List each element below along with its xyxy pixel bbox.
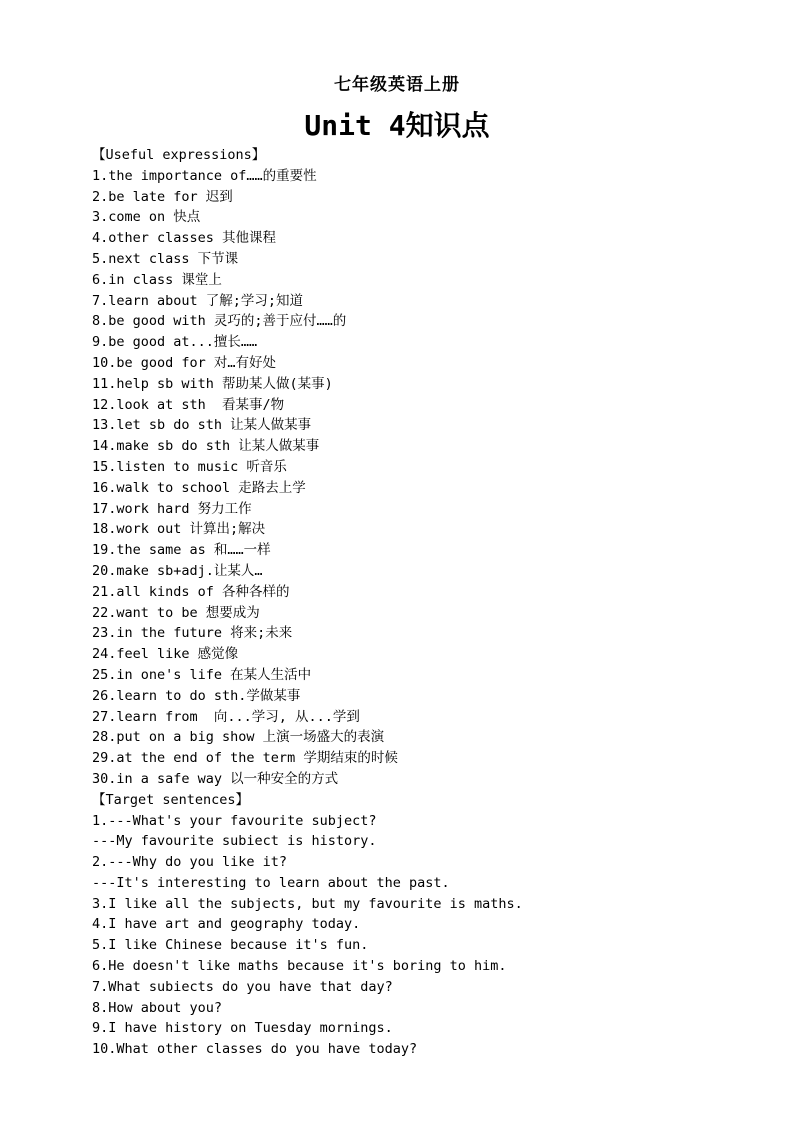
grade-title: 七年级英语上册 (334, 75, 460, 95)
useful-expressions-heading: 【Useful expressions】 (92, 147, 266, 163)
expression-item: 16.walk to school 走路去上学 (92, 479, 306, 496)
expression-item: 18.work out 计算出;解决 (92, 521, 266, 538)
unit-title: Unit 4知识点 (304, 109, 490, 142)
expression-item: 8.be good with 灵巧的;善于应付……的 (92, 313, 347, 330)
expression-item: 19.the same as 和……一样 (92, 542, 271, 559)
expression-item: 21.all kinds of 各种各样的 (92, 583, 290, 600)
expression-item: 24.feel like 感觉像 (92, 646, 239, 663)
target-sentences-heading: 【Target sentences】 (92, 791, 250, 808)
sentence-item: ---It's interesting to learn about the past. (92, 874, 450, 891)
sentence-item: 1.---What's your favourite subject? (92, 812, 377, 829)
expression-item: 2.be late for 迟到 (92, 188, 233, 205)
expression-item: 20.make sb+adj.让某人… (92, 562, 263, 579)
sentence-item: 10.What other classes do you have today? (92, 1041, 418, 1058)
expression-item: 14.make sb do sth 让某人做某事 (92, 438, 320, 455)
expression-item: 29.at the end of the term 学期结束的时候 (92, 750, 398, 767)
sentence-item: 7.What subiects do you have that day? (92, 978, 393, 995)
expression-item: 5.next class 下节课 (92, 250, 239, 267)
expression-item: 7.learn about 了解;学习;知道 (92, 292, 304, 309)
document-body (92, 145, 772, 1060)
expression-item: 23.in the future 将来;未来 (92, 625, 293, 642)
expression-item: 25.in one's life 在某人生活中 (92, 666, 312, 683)
sentence-item: 9.I have history on Tuesday mornings. (92, 1020, 393, 1037)
expression-item: 26.learn to do sth.学做某事 (92, 687, 301, 704)
useful-expressions-list (92, 166, 772, 790)
expression-item: 30.in a safe way 以一种安全的方式 (92, 770, 339, 787)
sentence-item: 5.I like Chinese because it's fun. (92, 937, 369, 954)
sentence-item: 6.He doesn't like maths because it's boring to him. (92, 958, 507, 975)
sentence-item: ---My favourite subiect is history. (92, 833, 377, 850)
expression-item: 22.want to be 想要成为 (92, 604, 260, 621)
expression-item: 12.look at sth 看某事/物 (92, 396, 285, 413)
expression-item: 28.put on a big show 上演一场盛大的表演 (92, 729, 385, 746)
expression-item: 17.work hard 努力工作 (92, 500, 252, 517)
expression-item: 1.the importance of……的重要性 (92, 167, 317, 184)
sentence-item: 8.How about you? (92, 999, 223, 1016)
expression-item: 4.other classes 其他课程 (92, 230, 277, 247)
sentence-item: 3.I like all the subjects, but my favourite is maths. (92, 895, 523, 912)
expression-item: 15.listen to music 听音乐 (92, 458, 287, 475)
target-sentences-list (92, 811, 772, 1061)
expression-item: 9.be good at...擅长…… (92, 334, 258, 351)
expression-item: 27.learn from 向...学习, 从...学到 (92, 708, 360, 725)
expression-item: 13.let sb do sth 让某人做某事 (92, 417, 312, 434)
expression-item: 3.come on 快点 (92, 209, 201, 226)
expression-item: 6.in class 课堂上 (92, 271, 222, 288)
sentence-item: 4.I have art and geography today. (92, 916, 361, 933)
expression-item: 11.help sb with 帮助某人做(某事) (92, 375, 333, 392)
sentence-item: 2.---Why do you like it? (92, 854, 288, 871)
expression-item: 10.be good for 对…有好处 (92, 354, 277, 371)
